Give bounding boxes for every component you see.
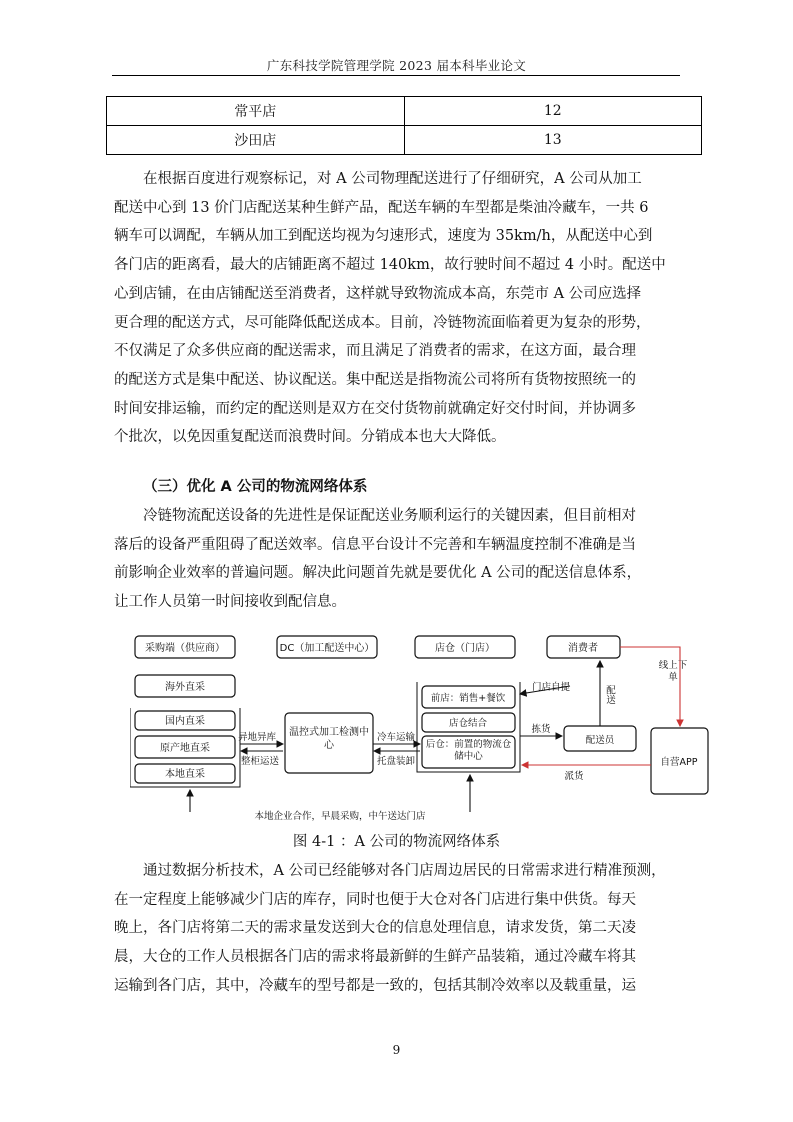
text-line: 冷链物流配送设备的先进性是保证配送业务顺利运行的关键因素，但目前相对 bbox=[143, 508, 636, 524]
node-center: 温控式加工检测中心 bbox=[289, 727, 369, 751]
table-cell-value: 13 bbox=[404, 126, 702, 155]
node-back: 后仓：前置的物流仓储中心 bbox=[425, 739, 512, 762]
node-origin: 原产地直采 bbox=[160, 743, 210, 754]
table-cell-store: 常平店 bbox=[107, 97, 405, 126]
text-line: 运输到各门店，其中，冷藏车的型号都是一致的，包括其制冷效率以及载重量，运 bbox=[114, 977, 636, 994]
store-table bbox=[106, 96, 702, 155]
figure-caption: 图 4-1 ：A 公司的物流网络体系 bbox=[292, 834, 501, 850]
text-line: 在根据百度进行观察标记，对 A 公司物理配送进行了仔细研究，A 公司从加工 bbox=[143, 171, 642, 187]
logistics-network-diagram bbox=[130, 630, 710, 825]
label-coldchain: 冷车运输 bbox=[376, 732, 416, 743]
table-cell-store: 沙田店 bbox=[107, 126, 405, 155]
text-line: 个批次，以免因重复配送而浪费时间。分销成本也大大降低。 bbox=[114, 429, 506, 446]
paragraph-equipment bbox=[114, 502, 686, 617]
label-pickup: 门店自提 bbox=[531, 682, 571, 693]
paragraph-distribution bbox=[114, 165, 686, 452]
section-heading: （三）优化 A 公司的物流网络体系 bbox=[143, 479, 368, 495]
label-container: 整柜运送 bbox=[240, 756, 280, 767]
label-remote: 异地异库 bbox=[237, 732, 277, 743]
table-row bbox=[107, 126, 702, 155]
text-line: 落后的设备严重阻碍了配送效率。信息平台设计不完善和车辆温度控制不准确是当 bbox=[114, 536, 636, 553]
node-fusion: 店仓结合 bbox=[448, 718, 488, 729]
text-line: 通过数据分析技术，A 公司已经能够对各门店周边居民的日常需求进行精准预测， bbox=[143, 863, 666, 879]
text-line: 更合理的配送方式，尽可能降低配送成本。目前，冷链物流面临着更为复杂的形势， bbox=[114, 314, 651, 331]
text-line: 晨，大仓的工作人员根据各门店的需求将最新鲜的生鲜产品装箱，通过冷藏车将其 bbox=[114, 949, 636, 966]
table-row bbox=[107, 97, 702, 126]
text-line: 各门店的距离看，最大的店铺距离不超过 140km，故行驶时间不超过 4 小时。配送中 bbox=[114, 257, 666, 274]
label-dispatch: 派货 bbox=[564, 771, 584, 782]
node-consumer: 消费者 bbox=[568, 643, 598, 654]
header-rule bbox=[112, 75, 680, 76]
page-number: 9 bbox=[392, 1043, 401, 1057]
text-line: 在一定程度上能够减少门店的库存，同时也便于大仓对各门店进行集中供货。每天 bbox=[114, 891, 636, 908]
node-courier: 配送员 bbox=[585, 735, 615, 746]
running-header: 广东科技学院管理学院 2023 届本科毕业论文 bbox=[266, 58, 527, 73]
paragraph-forecast bbox=[114, 857, 686, 1001]
node-domestic: 国内直采 bbox=[165, 716, 205, 727]
node-store: 店仓（门店） bbox=[435, 643, 495, 654]
text-line: 晚上，各门店将第二天的需求量发送到大仓的信息处理信息，请求发货，第二天凌 bbox=[114, 920, 636, 937]
label-pallet: 托盘装卸 bbox=[376, 756, 416, 767]
label-deliver: 配送 bbox=[604, 685, 615, 704]
node-dc: DC（加工配送中心） bbox=[279, 643, 375, 654]
diagram-note: 本地企业合作，早晨采购，中午送达门店 bbox=[254, 811, 426, 822]
text-line: 心到店铺，在由店铺配送至消费者，这样就导致物流成本高，东莞市 A 公司应选择 bbox=[114, 285, 642, 302]
label-online: 线上下单 bbox=[658, 660, 688, 683]
node-overseas: 海外直采 bbox=[165, 682, 205, 693]
node-purchase: 采购端（供应商） bbox=[145, 643, 225, 654]
node-local: 本地直采 bbox=[165, 769, 205, 780]
text-line: 配送中心到 13 价门店配送某种生鲜产品，配送车辆的车型都是柴油冷藏车，一共 6 bbox=[114, 199, 649, 216]
text-line: 前影响企业效率的普遍问题。解决此问题首先就是要优化 A 公司的配送信息体系， bbox=[114, 565, 642, 582]
table-cell-value: 12 bbox=[404, 97, 702, 126]
text-line: 让工作人员第一时间接收到配信息。 bbox=[114, 594, 346, 611]
text-line: 辆车可以调配，车辆从加工到配送均视为匀速形式，速度为 35km/h，从配送中心到 bbox=[114, 228, 653, 245]
label-pick: 拣货 bbox=[531, 724, 551, 735]
text-line: 的配送方式是集中配送、协议配送。集中配送是指物流公司将所有货物按照统一的 bbox=[114, 371, 636, 388]
text-line: 时间安排运输，而约定的配送则是双方在交付货物前就确定好交付时间，并协调多 bbox=[114, 400, 636, 417]
node-front: 前店：销售+餐饮 bbox=[430, 693, 506, 704]
text-line: 不仅满足了众多供应商的配送需求，而且满足了消费者的需求，在这方面，最合理 bbox=[114, 343, 636, 360]
node-app: 自营APP bbox=[660, 757, 698, 768]
